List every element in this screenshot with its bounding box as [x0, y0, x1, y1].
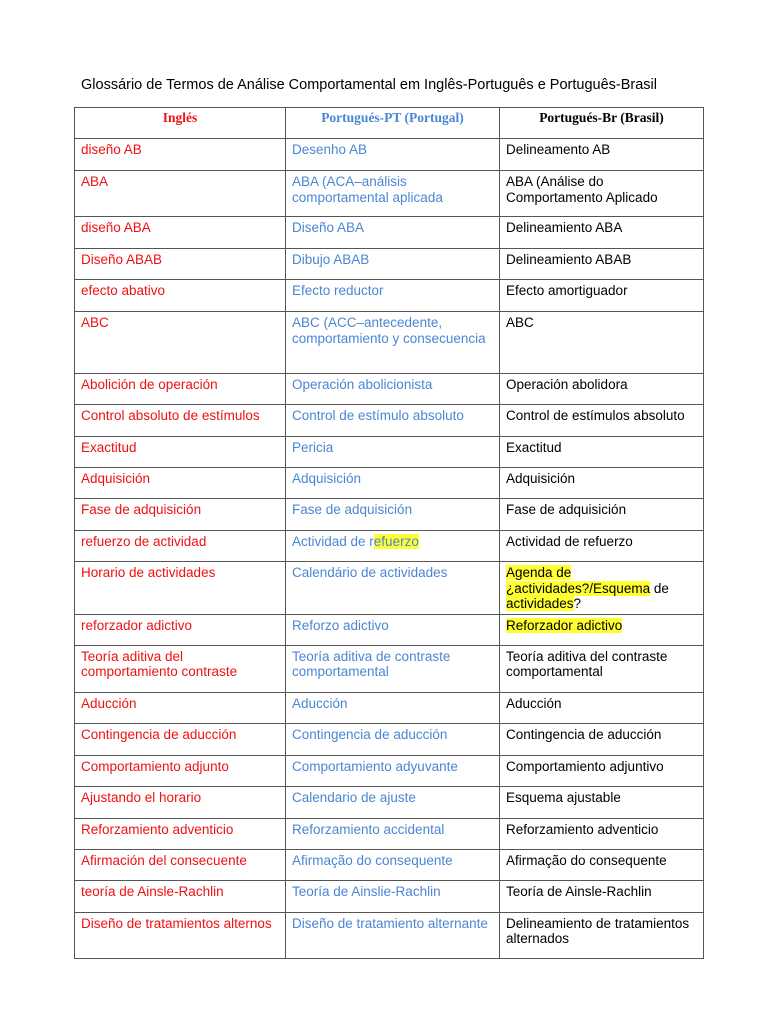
cell-english: Ajustando el horario — [75, 786, 286, 818]
cell-english: Fase de adquisición — [75, 499, 286, 531]
header-portuguese-br: Portugués-Br (Brasil) — [500, 108, 704, 139]
cell-portuguese-pt: Contingencia de aducción — [286, 723, 500, 755]
cell-english: Diseño ABAB — [75, 249, 286, 280]
cell-english: Exactitud — [75, 437, 286, 468]
cell-english: Contingencia de aducción — [75, 723, 286, 755]
cell-english: teoría de Ainsle-Rachlin — [75, 880, 286, 912]
cell-english: Control absoluto de estímulos — [75, 405, 286, 437]
cell-portuguese-br: Delineamento AB — [500, 139, 704, 171]
cell-portuguese-pt: Afirmação do consequente — [286, 849, 500, 880]
highlighted-text: Reforzador adictivo — [506, 617, 623, 633]
table-row — [75, 818, 704, 849]
table-row — [75, 468, 704, 499]
cell-portuguese-pt: ABC (ACC–antecedente, comportamiento y consecuencia — [286, 312, 500, 374]
text-segment: Actividad de r — [292, 534, 374, 549]
cell-portuguese-br: Delineamiento ABAB — [500, 249, 704, 280]
cell-portuguese-br — [500, 614, 704, 645]
cell-portuguese-pt: Teoría de Ainslie-Rachlin — [286, 880, 500, 912]
cell-portuguese-br: Actividad de refuerzo — [500, 531, 704, 562]
table-row — [75, 312, 704, 374]
header-portuguese-pt: Portugués-PT (Portugal) — [286, 108, 500, 139]
cell-english: Reforzamiento adventicio — [75, 818, 286, 849]
table-row — [75, 217, 704, 249]
cell-portuguese-br: Efecto amortiguador — [500, 280, 704, 312]
highlighted-text: actividades — [506, 596, 574, 611]
table-row — [75, 374, 704, 405]
cell-english: efecto abativo — [75, 280, 286, 312]
cell-portuguese-pt: Control de estímulo absoluto — [286, 405, 500, 437]
table-row — [75, 437, 704, 468]
table-row — [75, 723, 704, 755]
cell-english: Comportamiento adjunto — [75, 755, 286, 786]
table-row — [75, 849, 704, 880]
cell-portuguese-br: Esquema ajustable — [500, 786, 704, 818]
cell-english: Teoría aditiva del comportamiento contraste — [75, 645, 286, 692]
cell-portuguese-br: Control de estímulos absoluto — [500, 405, 704, 437]
cell-portuguese-pt: ABA (ACA–análisis comportamental aplicada — [286, 171, 500, 217]
cell-english: Abolición de operación — [75, 374, 286, 405]
table-row — [75, 249, 704, 280]
cell-portuguese-br — [500, 562, 704, 615]
cell-portuguese-pt: Dibujo ABAB — [286, 249, 500, 280]
table-row — [75, 531, 704, 562]
cell-portuguese-pt: Adquisición — [286, 468, 500, 499]
cell-portuguese-br: ABA (Análise do Comportamento Aplicado — [500, 171, 704, 217]
highlighted-text: efuerzo — [373, 534, 419, 549]
cell-english: ABC — [75, 312, 286, 374]
cell-portuguese-br: Contingencia de aducción — [500, 723, 704, 755]
cell-english: Adquisición — [75, 468, 286, 499]
cell-english: Aducción — [75, 692, 286, 723]
table-row — [75, 280, 704, 312]
cell-portuguese-br: Afirmação do consequente — [500, 849, 704, 880]
cell-portuguese-br: Teoría de Ainsle-Rachlin — [500, 880, 704, 912]
table-row — [75, 755, 704, 786]
cell-english: Diseño de tratamientos alternos — [75, 912, 286, 958]
cell-english: ABA — [75, 171, 286, 217]
cell-portuguese-br: Reforzamiento adventicio — [500, 818, 704, 849]
table-row — [75, 614, 704, 645]
glossary-table — [74, 107, 704, 959]
table-row — [75, 405, 704, 437]
table-row — [75, 171, 704, 217]
table-row — [75, 499, 704, 531]
cell-portuguese-pt: Diseño ABA — [286, 217, 500, 249]
table-row — [75, 139, 704, 171]
header-english: Inglés — [75, 108, 286, 139]
table-row — [75, 692, 704, 723]
cell-english: Horario de actividades — [75, 562, 286, 615]
cell-english: refuerzo de actividad — [75, 531, 286, 562]
cell-portuguese-pt: Desenho AB — [286, 139, 500, 171]
cell-portuguese-pt: Diseño de tratamiento alternante — [286, 912, 500, 958]
cell-portuguese-pt: Comportamiento adyuvante — [286, 755, 500, 786]
cell-portuguese-pt: Operación abolicionista — [286, 374, 500, 405]
cell-portuguese-br: Teoría aditiva del contraste comportamental — [500, 645, 704, 692]
cell-portuguese-br: ABC — [500, 312, 704, 374]
cell-portuguese-pt: Reforzamiento accidental — [286, 818, 500, 849]
cell-portuguese-pt — [286, 531, 500, 562]
cell-portuguese-br: Fase de adquisición — [500, 499, 704, 531]
cell-portuguese-pt: Calendario de ajuste — [286, 786, 500, 818]
cell-portuguese-br: Aducción — [500, 692, 704, 723]
table-row — [75, 786, 704, 818]
cell-portuguese-pt: Reforzo adictivo — [286, 614, 500, 645]
text-segment: ? — [573, 596, 582, 611]
table-row — [75, 912, 704, 958]
cell-portuguese-br: Operación abolidora — [500, 374, 704, 405]
cell-portuguese-br: Exactitud — [500, 437, 704, 468]
highlighted-text: Agenda de ¿actividades?/Esquema — [506, 565, 651, 596]
cell-portuguese-br: Delineamiento ABA — [500, 217, 704, 249]
cell-portuguese-br: Adquisición — [500, 468, 704, 499]
cell-portuguese-pt: Calendário de actividades — [286, 562, 500, 615]
cell-portuguese-br: Comportamiento adjuntivo — [500, 755, 704, 786]
cell-portuguese-pt: Pericia — [286, 437, 500, 468]
table-row — [75, 562, 704, 615]
cell-english: diseño ABA — [75, 217, 286, 249]
document-title: Glossário de Termos de Análise Comportamental em Inglês-Português e Português-Brasil — [81, 77, 657, 93]
text-segment: de — [650, 580, 669, 596]
cell-portuguese-pt: Teoría aditiva de contraste comportamental — [286, 645, 500, 692]
table-row — [75, 880, 704, 912]
cell-portuguese-pt: Efecto reductor — [286, 280, 500, 312]
cell-english: Afirmación del consecuente — [75, 849, 286, 880]
cell-portuguese-pt: Fase de adquisición — [286, 499, 500, 531]
table-header-row — [75, 108, 704, 139]
cell-english: reforzador adictivo — [75, 614, 286, 645]
cell-portuguese-br: Delineamiento de tratamientos alternados — [500, 912, 704, 958]
cell-english: diseño AB — [75, 139, 286, 171]
cell-portuguese-pt: Aducción — [286, 692, 500, 723]
table-row — [75, 645, 704, 692]
